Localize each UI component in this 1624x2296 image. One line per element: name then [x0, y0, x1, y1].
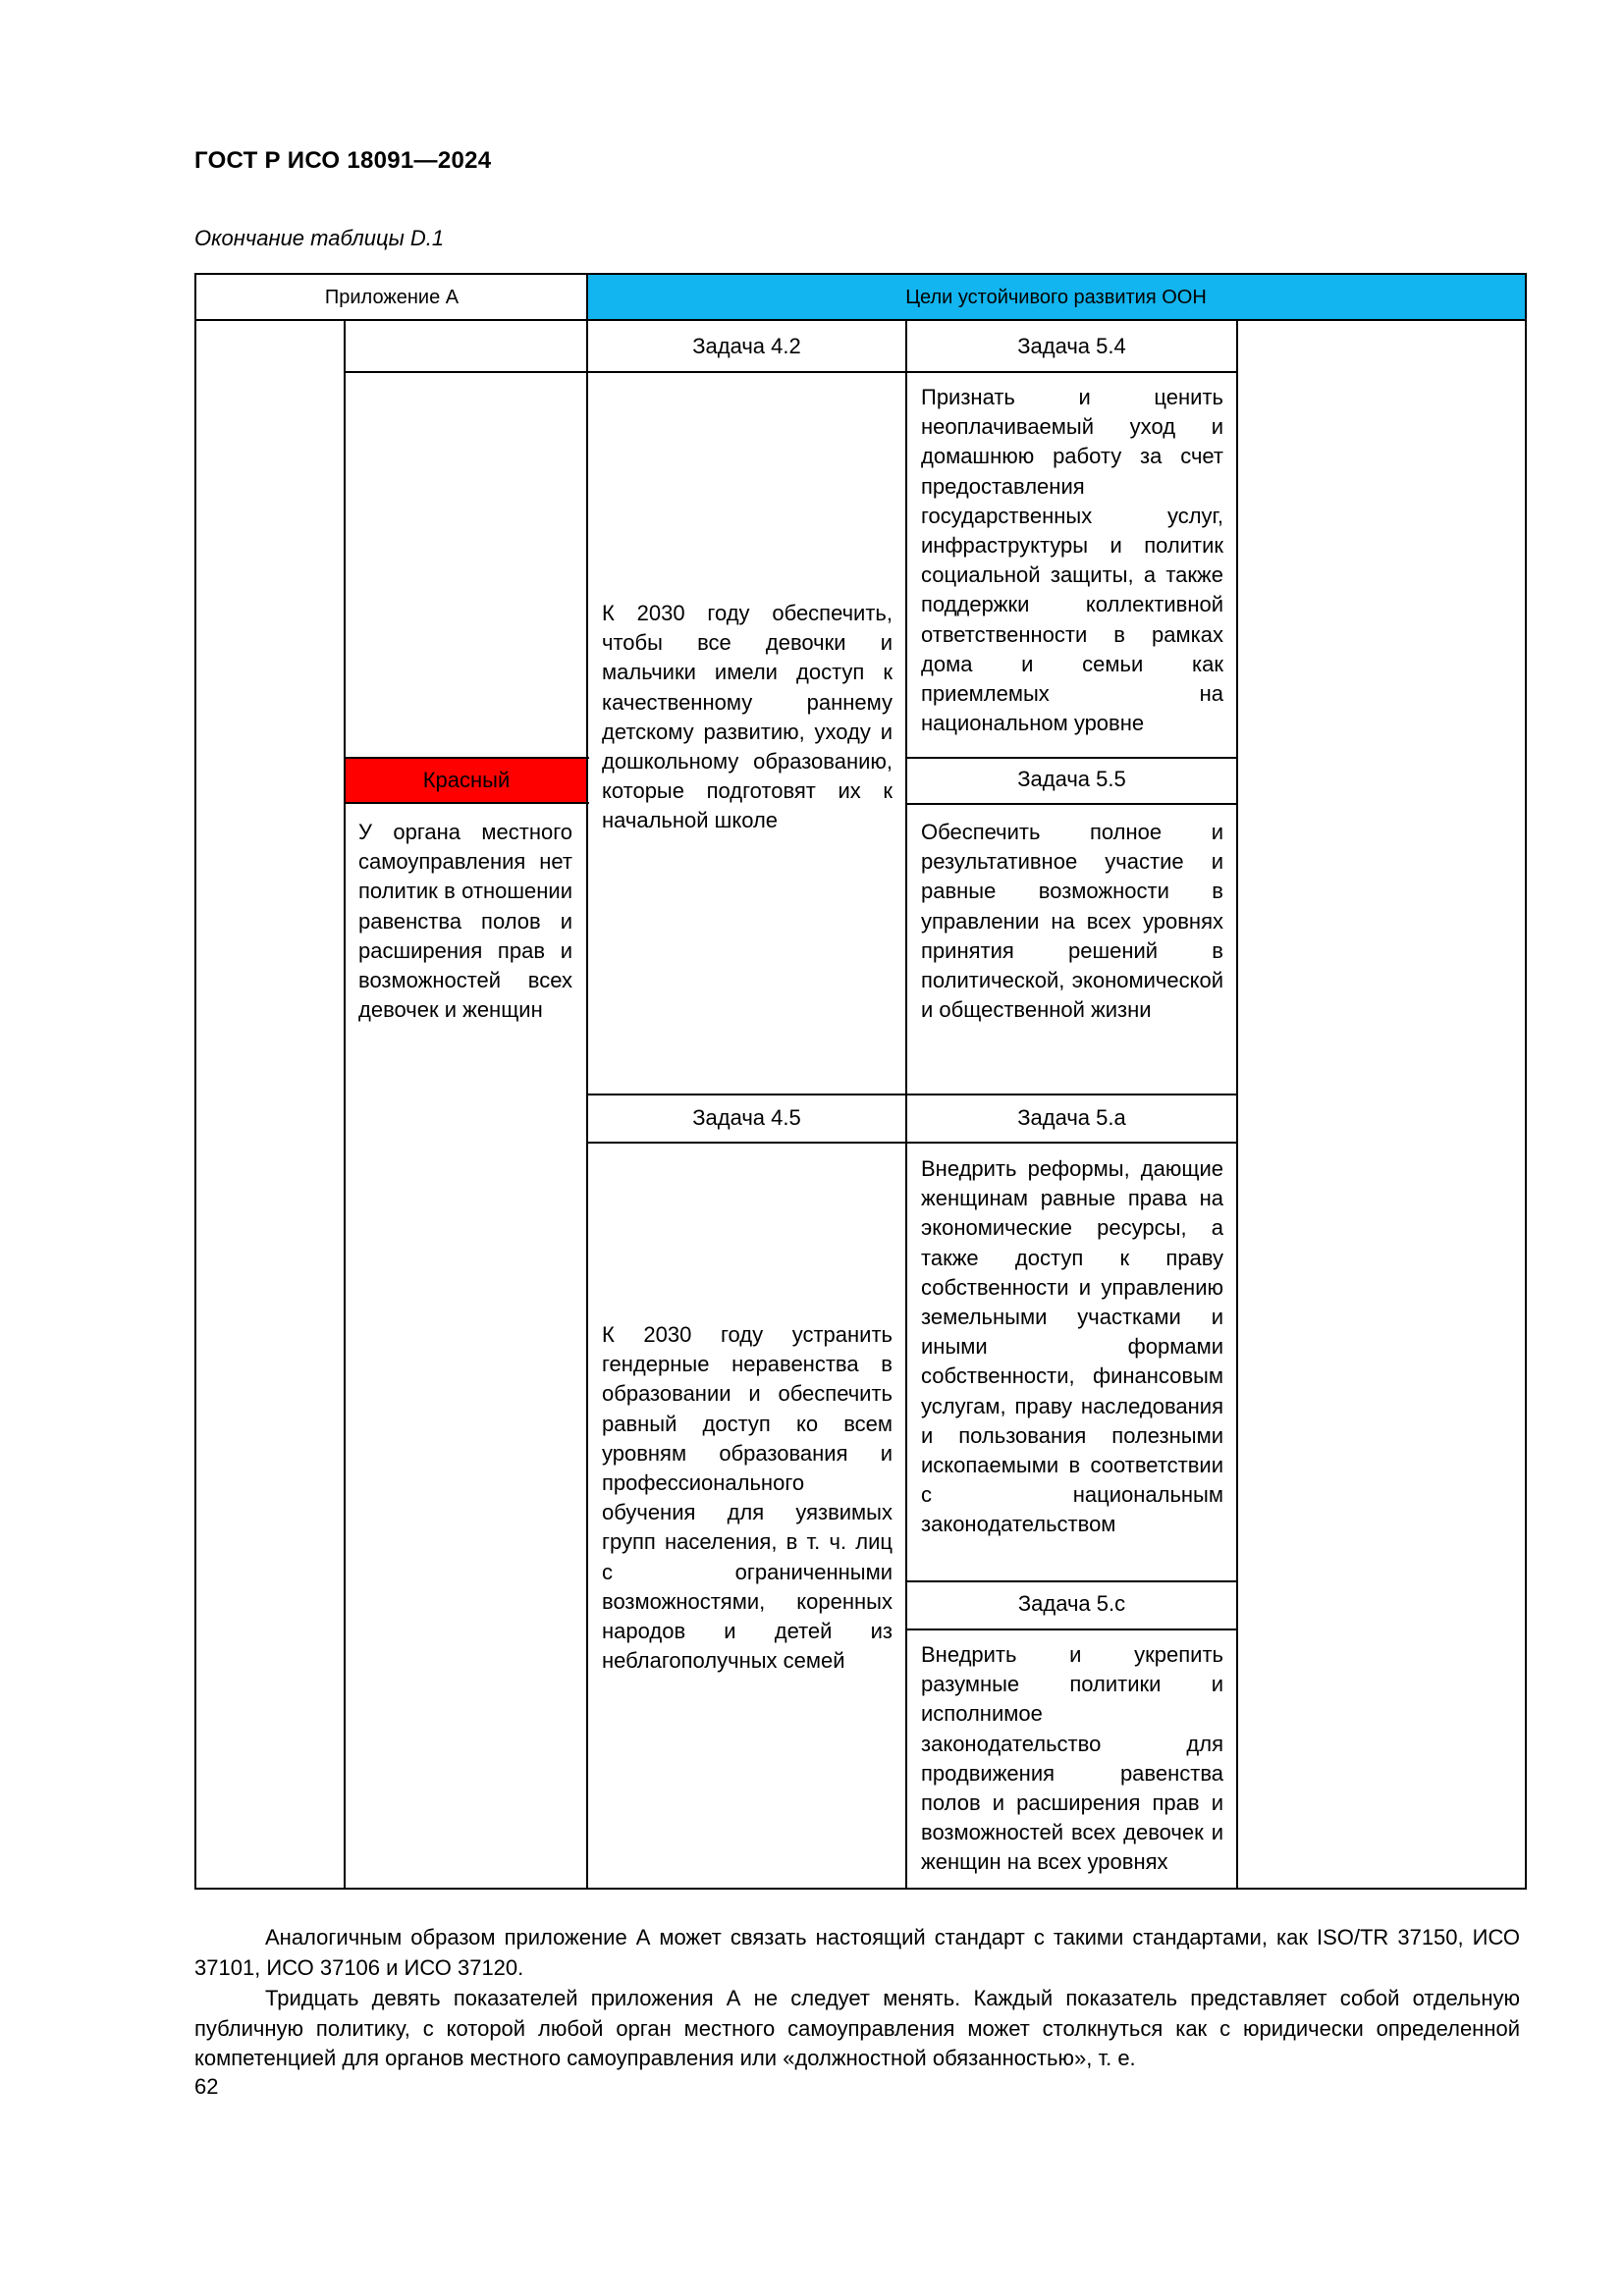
status-red-description: У органа местного самоуправления нет политик в отношении равенства полов и расширения прав и возможностей всех девочек и женщин [358, 820, 572, 1023]
status-red-label: Красный [422, 767, 511, 792]
task-5-5-title: Задача 5.5 [1017, 767, 1126, 791]
row-line [906, 757, 1238, 759]
table-border-top [194, 273, 1527, 275]
header-bottom-line [194, 319, 1527, 321]
task-5-a-text: Внедрить реформы, дающие женщинам равные права на экономические ресурсы, а также доступ к праву собственности и управлению земельными участками и иными формами собственности, финансовым услугам, праву наследования и пользования полезными ископаемыми в соответствии с национальным законодательством [921, 1156, 1223, 1537]
task-5-4-title: Задача 5.4 [1017, 334, 1126, 358]
task-4-2-title: Задача 4.2 [692, 334, 801, 358]
row-line [344, 757, 589, 759]
document-header: ГОСТ Р ИСО 18091—2024 [194, 147, 492, 174]
column-header-annex-a-label: Приложение А [324, 286, 460, 308]
column-header-sdg [587, 275, 1525, 320]
task-4-2-text: К 2030 году обеспечить, чтобы все девочки и мальчики имели доступ к качественному раннему детскому развитию, уходу и дошкольному образованию, которые подготовят их к начальной школе [602, 601, 893, 833]
task-5-c-text: Внедрить и укрепить разумные политики и исполнимое законодательство для продвижения равенства полов и расширения прав и возможностей всех девочек и женщин на всех уровнях [921, 1642, 1223, 1875]
task-5-4-text: Признать и ценить неоплачиваемый уход и домашнюю работу за счет предоставления государственных услуг, инфраструктуры и политик социальной защиты, а также поддержки коллективной ответственности в рамках дома и семьи как приемлемых на национальном уровне [921, 385, 1223, 736]
column-header-annex-a [196, 275, 587, 320]
status-red-cell [346, 758, 587, 803]
body-paragraph-1 [194, 1923, 1520, 1983]
task-5-c-title: Задача 5.c [1017, 1591, 1126, 1616]
row-line [906, 1629, 1238, 1630]
row-line [344, 802, 589, 804]
column-line [586, 273, 588, 1890]
body-paragraph-1-text: Аналогичным образом приложение А может связать настоящий стандарт с такими стандартами, как ISO/TR 37150, ИСО 37101, ИСО 37106 и ИСО 37120. [194, 1925, 1520, 1980]
table-border-right [1525, 273, 1527, 1890]
task-5-a-title: Задача 5.a [1017, 1105, 1126, 1130]
table-border-bottom [194, 1888, 1527, 1890]
body-paragraph-2 [194, 1984, 1520, 2074]
task-4-5-title: Задача 4.5 [692, 1105, 801, 1130]
column-line [1236, 319, 1238, 1890]
column-header-sdg-label: Цели устойчивого развития ООН [905, 286, 1207, 308]
body-paragraph-2-text: Тридцать девять показателей приложения А не следует менять. Каждый показатель представляет собой отдельную публичную политику, с которой любой орган местного самоуправления может столкнуться как с юридически определенной компетенцией для органов местного самоуправления или «должностной обязанностью», т. е. [194, 1986, 1520, 2070]
row-line [344, 371, 1238, 373]
column-line [344, 319, 346, 1890]
task-5-5-text: Обеспечить полное и результативное участие и равные возможности в управлении на всех уровнях принятия решений в политической, экономической и общественной жизни [921, 820, 1223, 1023]
table-border-left [194, 273, 196, 1890]
row-line [906, 803, 1238, 805]
row-line [587, 1094, 1238, 1095]
table-caption: Окончание таблицы D.1 [194, 226, 445, 250]
task-4-5-text: К 2030 году устранить гендерные неравенства в образовании и обеспечить равный доступ ко всем уровням образования и профессионального обучения для уязвимых групп населения, в т. ч. лиц с ограниченными возможностями, коренных народов и детей из неблагополучных семей [602, 1322, 893, 1674]
page-number: 62 [194, 2074, 219, 2099]
row-line [587, 1142, 1238, 1144]
row-line [906, 1580, 1238, 1582]
